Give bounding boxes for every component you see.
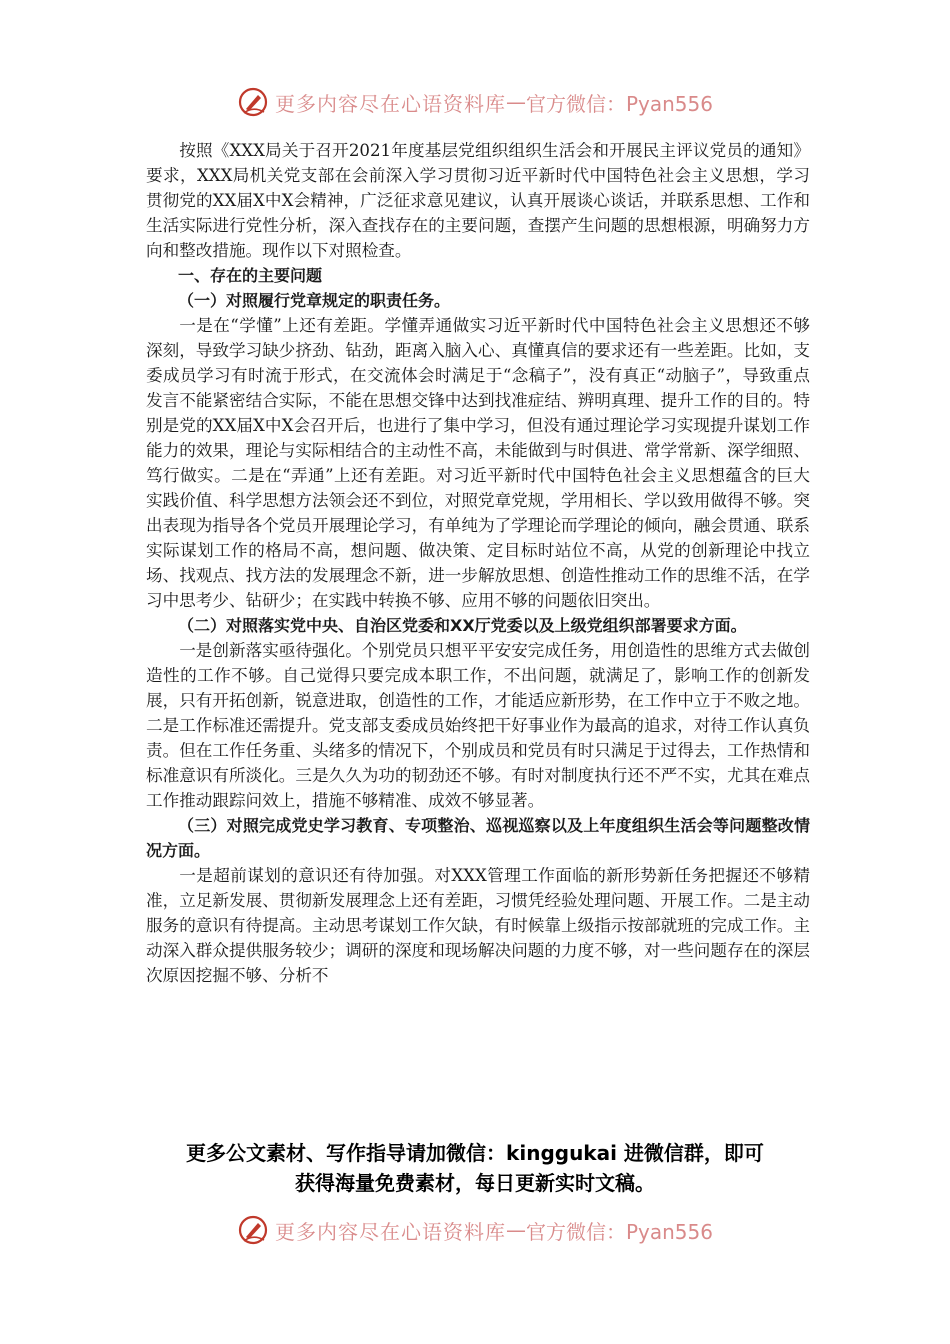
subsection-heading-3: （三）对照完成党史学习教育、专项整治、巡视巡察以及上年度组织生活会等问题整改情况方面。 (146, 816, 810, 860)
promo-line-2: 获得海量免费素材，每日更新实时文稿。 (295, 1171, 655, 1195)
subsection-body-1: 一是在“学懂”上还有差距。学懂弄通做实习近平新时代中国特色社会主义思想还不够深刻，导致学习缺少挤劲、钻劲，距离入脑入心、真懂真信的要求还有一些差距。比如，支委成员学习有时流于形式，在交流体会时满足于“念稿子”，没有真正“动脑子”，导致重点发言不能紧密结合实际，不能在思想交锋中达到找准症结、辨明真理、提升工作的目的。特别是党的XX届X中X会召开后，也进行了集中学习，但没有通过理论学习实现提升谋划工作能力的效果，理论与实际相结合的主动性不高，未能做到与时俱进、常学常新、深学细照、笃行做实。二是在“弄通”上还有差距。对习近平新时代中国特色社会主义思想蕴含的巨大实践价值、科学思想方法领会还不到位，对照党章党规，学用相长、学以致用做得不够。突出表现为指导各个党员开展理论学习，有单纯为了学理论而学理论的倾向，融会贯通、联系实际谋划工作的格局不高，想问题、做决策、定目标时站位不高，从党的创新理论中找立场、找观点、找方法的发展理念不新，进一步解放思想、创造性推动工作的思维不活，在学习中思考少、钻研少；在实践中转换不够、应用不够的问题依旧突出。 (146, 316, 810, 610)
watermark-contact: 官方微信：Pyan556 (525, 91, 713, 116)
footer-watermark (0, 1212, 950, 1248)
subsection-body-2: 一是创新落实亟待强化。个别党员只想平平安安完成任务，用创造性的思维方式去做创造性的工作不够。自己觉得只要完成本职工作，不出问题，就满足了，影响工作的创新发展，只有开拓创新，锐意进取，创造性的工作，才能适应新形势，在工作中立于不败之地。二是工作标准还需提升。党支部支委成员始终把干好事业作为最高的追求，对待工作认真负责。但在工作任务重、头绪多的情况下，个别成员和党员有时只满足于过得去，工作热情和标准意识有所淡化。三是久久为功的韧劲还不够。有时对制度执行还不严不实，尤其在难点工作推动跟踪问效上，措施不够精准、成效不够显著。 (146, 641, 810, 810)
subsection-heading-1: （一）对照履行党章规定的职责任务。 (178, 291, 451, 310)
page-text-area (146, 138, 810, 1121)
watermark-separator: — (505, 1218, 526, 1242)
document-body (146, 138, 810, 1121)
promo-line-1: 更多公文素材、写作指导请加微信：kinggukai 进微信群，即可 (186, 1141, 764, 1165)
subsection-body-3: 一是超前谋划的意识还有待加强。对XXX管理工作面临的新形势新任务把握还不够精准，立足新发展、贯彻新发展理念上还有差距，习惯凭经验处理问题、开展工作。二是主动服务的意识有待提高。主动思考谋划工作欠缺，有时候靠上级指示按部就班的完成工作。主动深入群众提供服务较少；调研的深度和现场解决问题的力度不够，对一些问题存在的深层次原因挖掘不够、分析不 (146, 866, 810, 985)
intro-paragraph: 按照《XXX局关于召开2021年度基层党组织组织生活会和开展民主评议党员的通知》要求，XXX局机关党支部在会前深入学习贯彻习近平新时代中国特色社会主义思想，学习贯彻党的XX届X中X会精神，广泛征求意见建议，认真开展谈心谈话，并联系思想、工作和生活实际进行党性分析，深入查找存在的主要问题，查摆产生问题的思想根源，明确努力方向和整改措施。现作以下对照检查。 (146, 141, 810, 260)
pen-logo-icon (237, 1214, 269, 1246)
header-watermark (0, 84, 950, 120)
section-heading: 一、存在的主要问题 (178, 266, 323, 285)
subsection-heading-2: （二）对照落实党中央、自治区党委和XX厅党委以及上级党组织部署要求方面。 (178, 616, 747, 635)
watermark-contact: 官方微信：Pyan556 (525, 1219, 713, 1244)
promo-banner (0, 1138, 950, 1198)
watermark-brand: 更多内容尽在心语资料库 (274, 91, 506, 116)
watermark-separator: — (505, 90, 526, 114)
watermark-brand: 更多内容尽在心语资料库 (274, 1219, 506, 1244)
pen-logo-icon (237, 86, 269, 118)
